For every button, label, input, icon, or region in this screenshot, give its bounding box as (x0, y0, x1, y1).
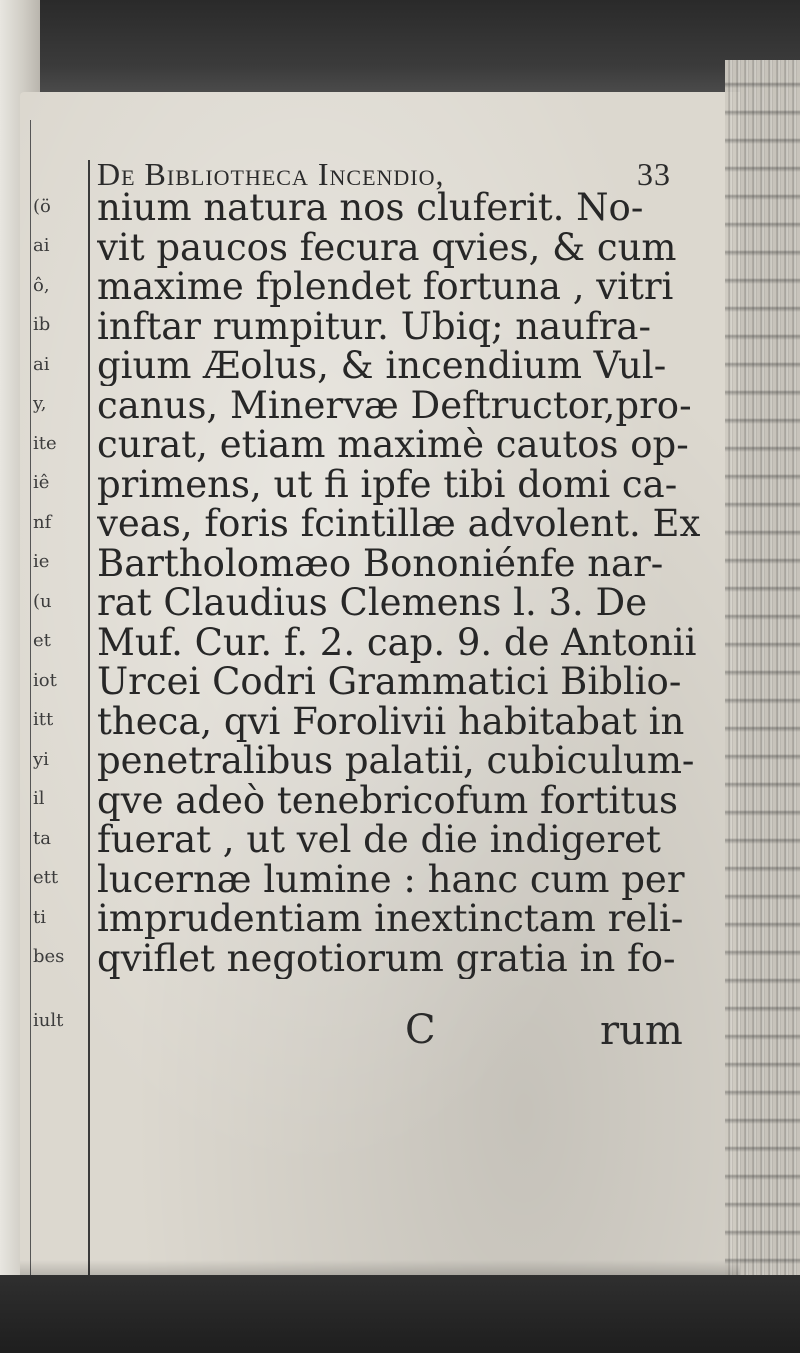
bleed-text: yi (33, 749, 49, 770)
bleed-text: ai (33, 354, 50, 375)
bleed-text: bes (33, 946, 65, 967)
text-line: nium natura nos cluferit. No- (97, 188, 644, 228)
signature-mark: C (405, 1007, 436, 1053)
text-line: qve adeò tenebricofum fortitus (97, 781, 679, 821)
bleed-text: ib (33, 314, 51, 335)
outer-rule (30, 120, 31, 1280)
text-line: rat Claudius Clemens l. 3. De (97, 583, 648, 623)
text-line: gium Æolus, & incendium Vul- (97, 346, 667, 386)
bleed-text: (ö (33, 196, 51, 217)
bleed-text: il (33, 788, 45, 809)
text-line: inftar rumpitur. Ubiq; naufra- (97, 307, 651, 347)
bleed-text: ett (33, 867, 59, 888)
text-line: veas, foris fcintillæ advolent. Ex (97, 504, 701, 544)
text-line: primens, ut fi ipfe tibi domi ca- (97, 465, 678, 505)
text-line: theca, qvi Forolivii habitabat in (97, 702, 685, 742)
text-line: curat, etiam maximè cautos op- (97, 425, 689, 465)
bleed-text: itt (33, 709, 54, 730)
text-line: maxime fplendet fortuna , vitri (97, 267, 674, 307)
bleed-text: ô, (33, 275, 50, 296)
text-line: canus, Minervæ Deftructor,pro- (97, 386, 692, 426)
text-line: fuerat , ut vel de die indigeret (97, 820, 661, 860)
text-line: qviflet negotiorum gratia in fo- (97, 939, 676, 979)
bleed-text: et (33, 630, 51, 651)
text-line: Muf. Cur. f. 2. cap. 9. de Antonii (97, 623, 697, 663)
bleed-text: ta (33, 828, 51, 849)
bleed-text: iê (33, 472, 50, 493)
bleed-text: y, (33, 393, 47, 414)
bleed-text: ite (33, 433, 57, 454)
text-line: penetralibus palatii, cubiculum- (97, 741, 695, 781)
text-line: imprudentiam inextinctam reli- (97, 899, 684, 939)
bleed-text: ai (33, 235, 50, 256)
bleed-text: nf (33, 512, 52, 533)
right-page-stack (725, 60, 800, 1290)
text-line: Bartholomæo Bononiénfe nar- (97, 544, 664, 584)
bleed-text: iult (33, 1010, 64, 1031)
bleed-text: ti (33, 907, 46, 928)
bleed-text: ie (33, 551, 50, 572)
text-line: vit paucos fecura qvies, & cum (97, 228, 677, 268)
inner-rule (88, 160, 90, 1290)
bleed-text: iot (33, 670, 57, 691)
catchword: rum (600, 1008, 683, 1054)
text-line: Urcei Codri Grammatici Biblio- (97, 662, 682, 702)
background-bottom (0, 1275, 800, 1353)
bleed-text: (u (33, 591, 52, 612)
running-head-title: De Bibliotheca Incendio, (97, 156, 445, 192)
text-line: lucernæ lumine : hanc cum per (97, 860, 685, 900)
page-number: 33 (637, 156, 671, 192)
